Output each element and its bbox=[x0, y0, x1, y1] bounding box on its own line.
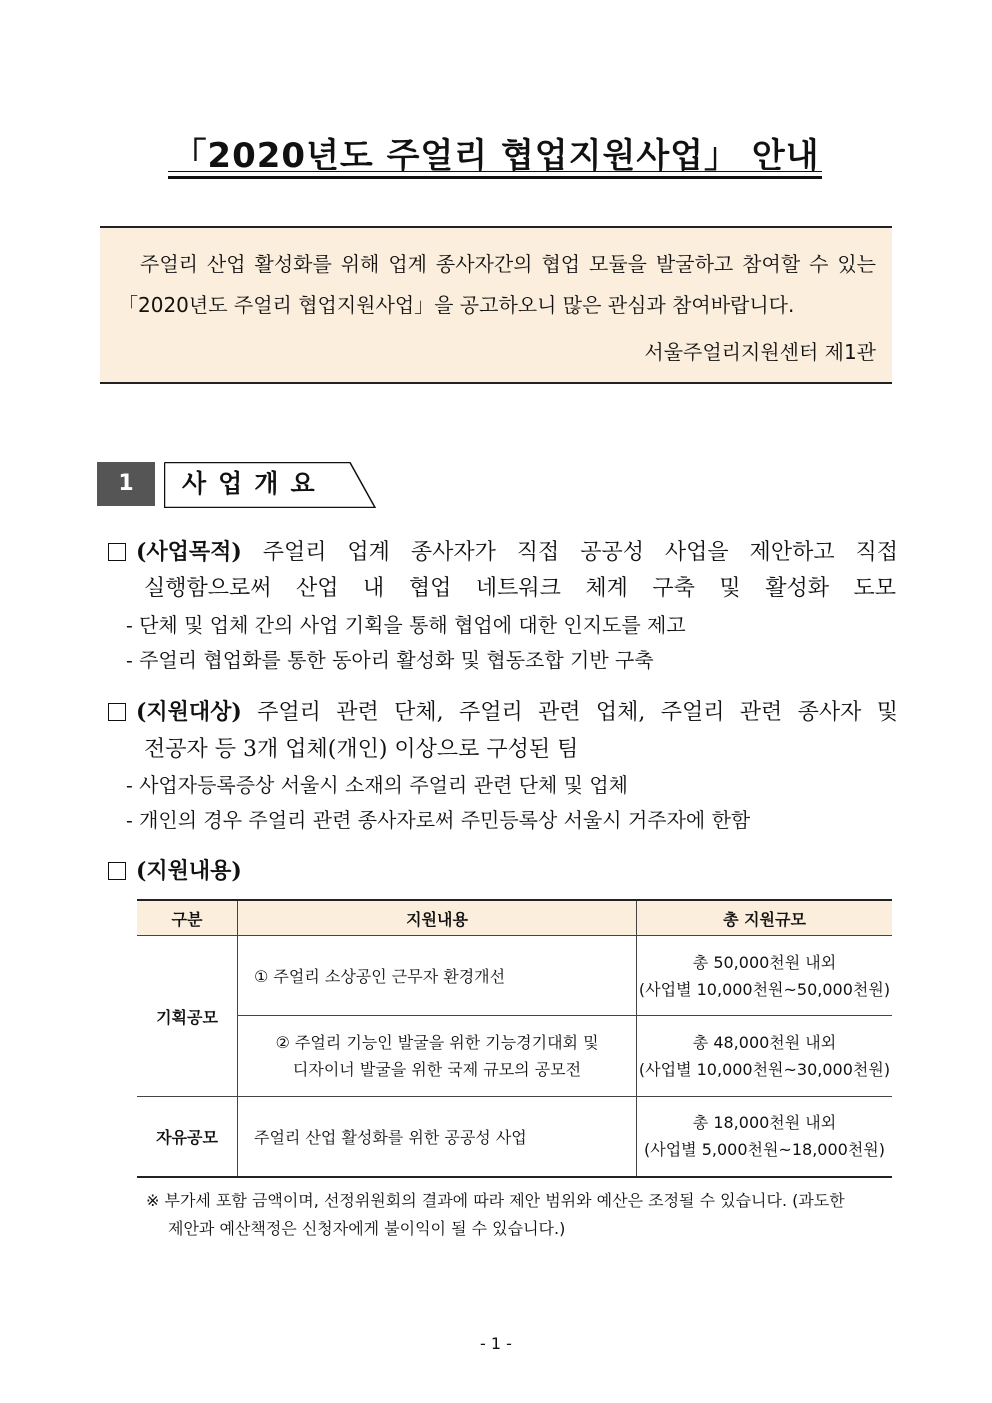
table-row bbox=[137, 1016, 892, 1097]
title-underline-thick bbox=[168, 176, 822, 179]
purpose-line2: 실행함으로써 산업 내 협업 네트워크 체계 구축 및 활성화 도모 bbox=[144, 576, 896, 601]
intro-text: 주얼리 산업 활성화를 위해 업계 종사자간의 협업 모듈을 발굴하고 참여할 수 있는「2020년도 주얼리 협업지원사업」을 공고하오니 많은 관심과 참여바랍니다. bbox=[118, 252, 876, 317]
target-bullet: - 개인의 경우 주얼리 관련 종사자로써 주민등록상 서울시 거주자에 한함 bbox=[126, 808, 751, 832]
purpose-bullet: - 주얼리 협업화를 통한 동아리 활성화 및 협동조합 기반 구축 bbox=[126, 648, 654, 672]
category-cell: 기획공모 bbox=[137, 936, 238, 1097]
footnote-line: ※ 부가세 포함 금액이며, 선정위원회의 결과에 따라 제안 범위와 예산은 조정될 수 있습니다. (과도한 bbox=[146, 1191, 845, 1210]
table-header-row bbox=[137, 900, 892, 936]
support-table bbox=[137, 899, 892, 1178]
page-number: - 1 - bbox=[480, 1334, 512, 1353]
amount-range: (사업별 5,000천원~18,000천원) bbox=[644, 1140, 885, 1160]
checkbox-icon bbox=[108, 703, 126, 721]
table-row bbox=[137, 936, 892, 1016]
amount: 총 48,000천원 내외 bbox=[692, 1033, 837, 1052]
header-category: 구분 bbox=[137, 900, 238, 936]
header-content: 지원내용 bbox=[238, 900, 637, 936]
target-bullet: - 사업자등록증상 서울시 소재의 주얼리 관련 단체 및 업체 bbox=[126, 773, 628, 797]
scale-cell bbox=[637, 936, 893, 1016]
category-cell: 자유공모 bbox=[137, 1097, 238, 1177]
amount: 총 50,000천원 내외 bbox=[692, 952, 837, 972]
checkbox-icon bbox=[108, 543, 126, 561]
page-title: 「2020년도 주얼리 협업지원사업」 안내 bbox=[172, 136, 820, 176]
purpose-line1: 주얼리 업계 종사자가 직접 공공성 사업을 제안하고 직접 bbox=[262, 540, 898, 565]
section-number: 1 bbox=[97, 462, 155, 506]
scale-cell bbox=[637, 1097, 893, 1177]
purpose-bullet: - 단체 및 업체 간의 사업 기획을 통해 협업에 대한 인지도를 제고 bbox=[126, 613, 686, 637]
amount-range: (사업별 10,000천원~30,000천원) bbox=[638, 1060, 891, 1079]
content-cell: 주얼리 산업 활성화를 위한 공공성 사업 bbox=[238, 1097, 637, 1177]
target-item bbox=[108, 695, 898, 726]
footnote bbox=[146, 1187, 898, 1243]
content-label: (지원내용) bbox=[136, 858, 242, 884]
section-title: 사업개요 bbox=[182, 469, 327, 498]
target-label: (지원대상) bbox=[136, 699, 242, 725]
header-scale: 총 지원규모 bbox=[637, 900, 893, 936]
content-cell bbox=[238, 1016, 637, 1097]
content-line: ② 주얼리 기능인 발굴을 위한 기능경기대회 및 bbox=[275, 1033, 599, 1052]
target-line1: 주얼리 관련 단체, 주얼리 관련 업체, 주얼리 관련 종사자 및 bbox=[257, 700, 898, 725]
checkbox-icon bbox=[108, 862, 126, 880]
scale-cell bbox=[637, 1016, 893, 1097]
amount: 총 18,000천원 내외 bbox=[692, 1113, 837, 1133]
content-line: 디자이너 발굴을 위한 국제 규모의 공모전 bbox=[292, 1060, 582, 1079]
amount-range: (사업별 10,000천원~50,000천원) bbox=[638, 979, 891, 999]
intro-signature: 서울주얼리지원센터 제1관 bbox=[644, 340, 876, 364]
table-row bbox=[137, 1097, 892, 1177]
title-underline bbox=[168, 171, 822, 172]
purpose-item bbox=[108, 535, 898, 566]
content-item bbox=[108, 854, 898, 885]
purpose-label: (사업목적) bbox=[136, 539, 242, 565]
target-line2: 전공자 등 3개 업체(개인) 이상으로 구성된 팀 bbox=[144, 737, 579, 762]
content-cell: ① 주얼리 소상공인 근무자 환경개선 bbox=[238, 936, 637, 1016]
footnote-line: 제안과 예산책정은 신청자에게 불이익이 될 수 있습니다.) bbox=[168, 1219, 566, 1238]
